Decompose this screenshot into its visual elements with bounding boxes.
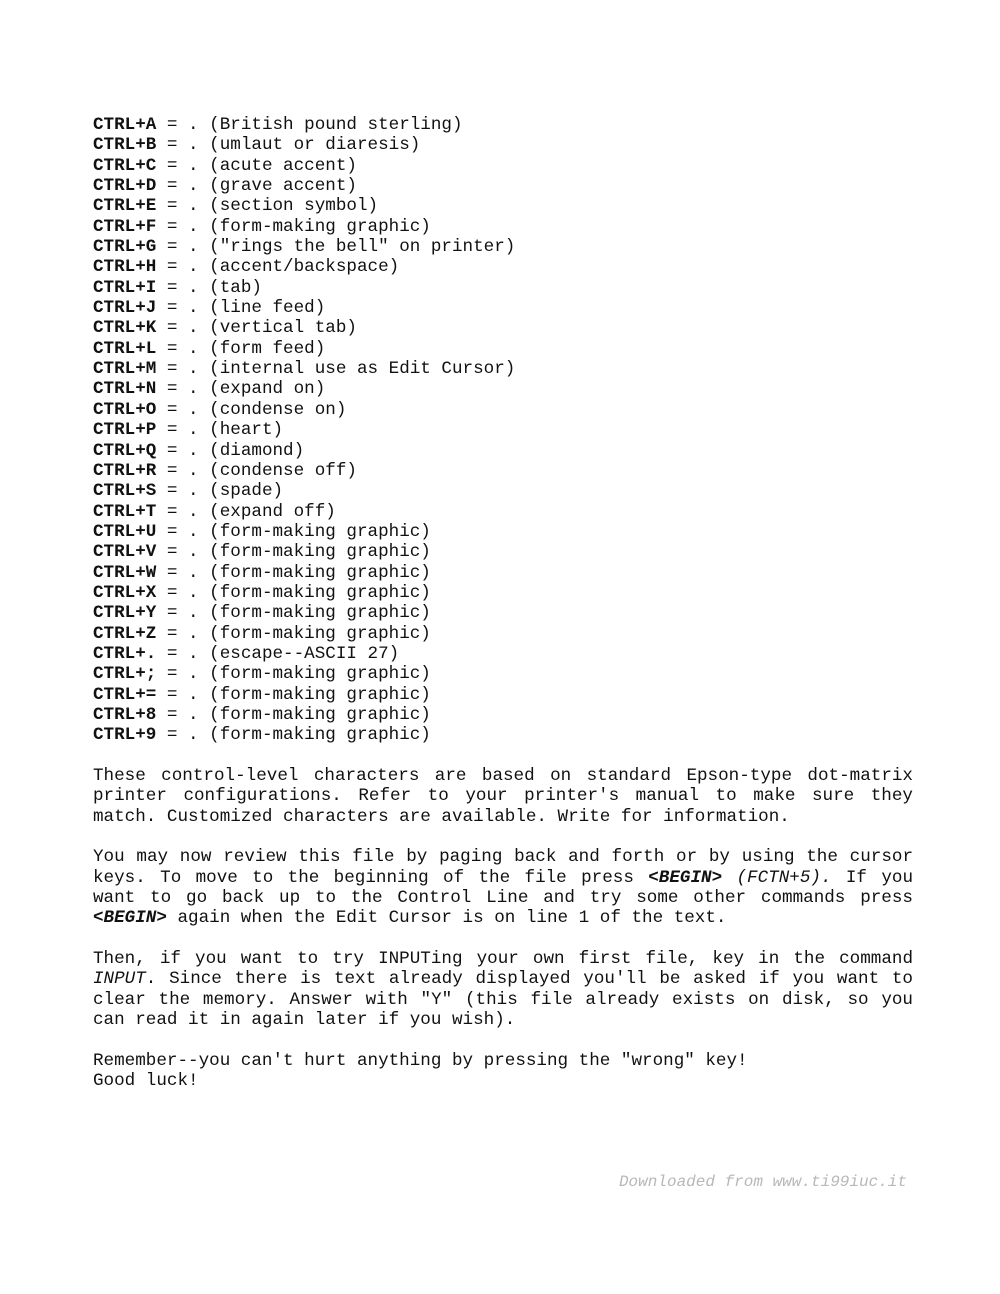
control-key: CTRL+X — [93, 582, 157, 603]
control-code-row — [93, 441, 913, 461]
control-description: = . (accent/backspace) — [156, 257, 400, 278]
control-key: CTRL+V — [93, 542, 157, 563]
control-code-row — [93, 502, 913, 522]
input-text-2: . Since there is text already displayed you'll be asked if you want to clear the memory. Answer with "Y" (this file already exists on disk, so you can read it in again later if you wish). — [93, 969, 913, 1031]
control-key: CTRL+O — [93, 399, 157, 420]
review-text-1: You may now review this file by paging back and forth or by using the cursor keys. To move to the beginning of the file press — [93, 847, 913, 888]
control-code-row — [93, 176, 913, 196]
control-code-row — [93, 217, 913, 237]
control-key: CTRL+B — [93, 135, 157, 156]
control-description: = . (line feed) — [156, 298, 326, 319]
closing-paragraph — [93, 1051, 913, 1092]
control-description: = . (vertical tab) — [156, 318, 357, 339]
control-key: CTRL+S — [93, 481, 157, 502]
control-key: CTRL+; — [93, 664, 157, 685]
control-key: CTRL+I — [93, 277, 157, 298]
control-key: CTRL+C — [93, 155, 157, 176]
input-text-1: Then, if you want to try INPUTing your own first file, key in the command — [93, 949, 913, 970]
control-code-row — [93, 359, 913, 379]
closing-line-1: Remember--you can't hurt anything by pressing the "wrong" key! — [93, 1050, 748, 1071]
control-code-row — [93, 298, 913, 318]
control-description: = . (form-making graphic) — [156, 623, 431, 644]
download-source-footer: Downloaded from www.ti99iuc.it — [618, 1173, 907, 1191]
control-description: = . (internal use as Edit Cursor) — [156, 359, 516, 380]
control-key: CTRL+T — [93, 501, 157, 522]
fctn-key-label: (FCTN+5). — [722, 867, 832, 888]
control-code-row — [93, 115, 913, 135]
control-description: = . (tab) — [156, 277, 262, 298]
control-code-row — [93, 379, 913, 399]
control-key: CTRL+Q — [93, 440, 157, 461]
control-description: = . (form-making graphic) — [156, 664, 431, 685]
control-key: CTRL+L — [93, 338, 157, 359]
control-key: CTRL+G — [93, 237, 157, 258]
control-key: CTRL+. — [93, 643, 157, 664]
document-page — [93, 115, 913, 1092]
control-key: CTRL+U — [93, 521, 157, 542]
control-key: CTRL+K — [93, 318, 157, 339]
control-description: = . (escape--ASCII 27) — [156, 643, 400, 664]
control-key: CTRL+N — [93, 379, 157, 400]
input-instructions-paragraph — [93, 949, 913, 1030]
control-description: = . (expand off) — [156, 501, 336, 522]
control-description: = . (acute accent) — [156, 155, 357, 176]
control-description: = . (condense off) — [156, 460, 357, 481]
control-description: = . (form-making graphic) — [156, 725, 431, 746]
control-description: = . (diamond) — [156, 440, 305, 461]
review-text-3: again when the Edit Cursor is on line 1 of the text. — [166, 908, 727, 929]
printer-note-paragraph: These control-level characters are based on standard Epson-type dot-matrix printer configurations. Refer to your printer's manual to make sure they match. Customized characters are available. Write for information. — [93, 766, 913, 827]
control-description: = . (form-making graphic) — [156, 542, 431, 563]
control-key: CTRL+J — [93, 298, 157, 319]
control-code-row — [93, 603, 913, 623]
control-code-row — [93, 522, 913, 542]
control-code-row — [93, 624, 913, 644]
control-description: = . (form-making graphic) — [156, 603, 431, 624]
control-code-list — [93, 115, 913, 746]
control-key: CTRL+Z — [93, 623, 157, 644]
closing-line-2: Good luck! — [93, 1071, 199, 1092]
control-code-row — [93, 664, 913, 684]
control-description: = . ("rings the bell" on printer) — [156, 237, 516, 258]
control-code-row — [93, 420, 913, 440]
control-code-row — [93, 278, 913, 298]
control-description: = . (form-making graphic) — [156, 521, 431, 542]
control-key: CTRL+E — [93, 196, 157, 217]
begin-key-label: <BEGIN> — [648, 867, 723, 888]
control-key: CTRL+A — [93, 115, 157, 135]
begin-key-label: <BEGIN> — [93, 908, 167, 929]
control-description: = . (British pound sterling) — [156, 115, 463, 135]
control-code-row — [93, 725, 913, 745]
control-key: CTRL+9 — [93, 725, 157, 746]
control-description: = . (form-making graphic) — [156, 704, 431, 725]
control-key: CTRL+8 — [93, 704, 157, 725]
control-code-row — [93, 542, 913, 562]
control-key: CTRL+W — [93, 562, 157, 583]
control-key: CTRL+Y — [93, 603, 157, 624]
control-code-row — [93, 583, 913, 603]
control-key: CTRL+= — [93, 684, 157, 705]
control-description: = . (form-making graphic) — [156, 216, 431, 237]
control-key: CTRL+P — [93, 420, 157, 441]
control-key: CTRL+R — [93, 460, 157, 481]
control-key: CTRL+F — [93, 216, 157, 237]
control-key: CTRL+M — [93, 359, 157, 380]
control-description: = . (condense on) — [156, 399, 347, 420]
control-description: = . (spade) — [156, 481, 284, 502]
control-key: CTRL+D — [93, 176, 157, 197]
control-description: = . (heart) — [156, 420, 284, 441]
control-code-row — [93, 685, 913, 705]
control-code-row — [93, 563, 913, 583]
control-code-row — [93, 481, 913, 501]
control-code-row — [93, 257, 913, 277]
control-code-row — [93, 644, 913, 664]
control-code-row — [93, 705, 913, 725]
control-code-row — [93, 196, 913, 216]
control-code-row — [93, 400, 913, 420]
review-instructions-paragraph — [93, 847, 913, 928]
control-code-row — [93, 318, 913, 338]
control-code-row — [93, 135, 913, 155]
control-description: = . (umlaut or diaresis) — [156, 135, 421, 156]
input-command-label: INPUT — [93, 969, 146, 990]
review-text-2: If you want to go back up to the Control Line and try some other commands press — [93, 867, 913, 909]
control-description: = . (form feed) — [156, 338, 326, 359]
control-code-row — [93, 237, 913, 257]
control-description: = . (expand on) — [156, 379, 326, 400]
control-key: CTRL+H — [93, 257, 157, 278]
control-description: = . (section symbol) — [156, 196, 379, 217]
control-description: = . (form-making graphic) — [156, 582, 431, 603]
control-code-row — [93, 156, 913, 176]
control-description: = . (form-making graphic) — [156, 684, 431, 705]
control-description: = . (grave accent) — [156, 176, 357, 197]
control-code-row — [93, 461, 913, 481]
control-description: = . (form-making graphic) — [156, 562, 431, 583]
control-code-row — [93, 339, 913, 359]
